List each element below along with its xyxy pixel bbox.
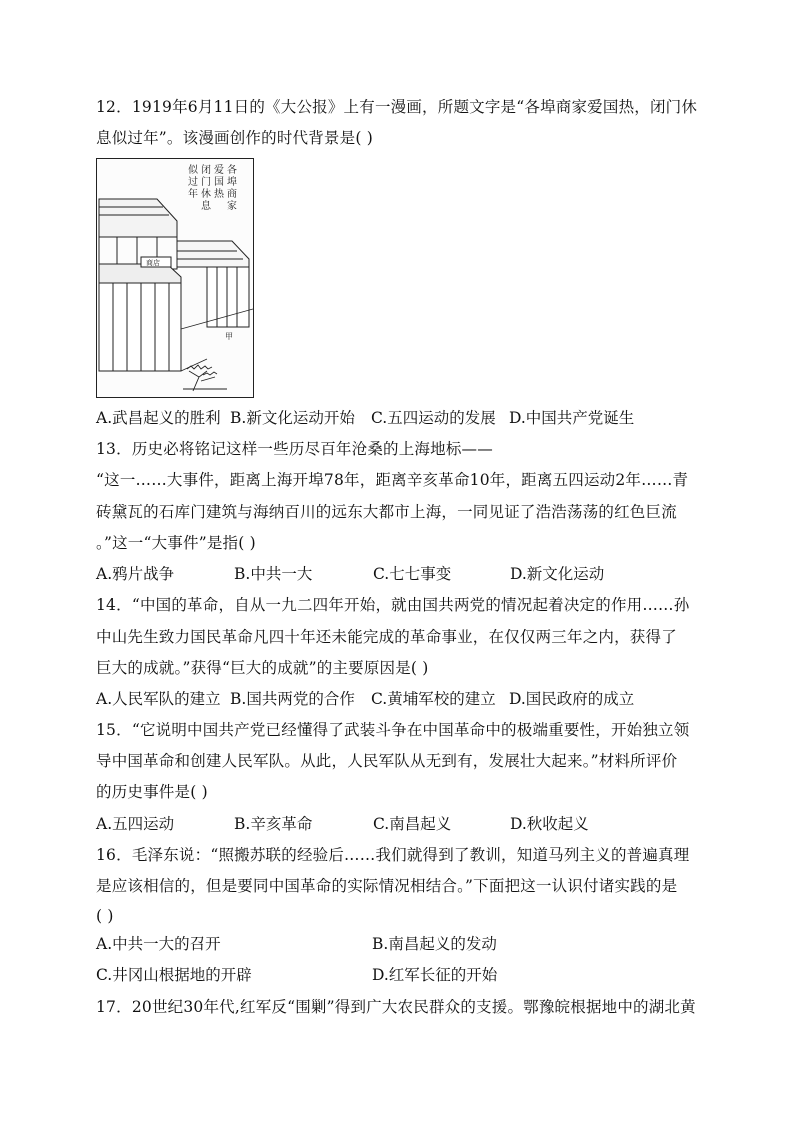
- caption-char: 爱: [214, 165, 224, 176]
- q16-stem-line-3: ( ): [96, 907, 114, 925]
- caption-char: 埠: [227, 177, 237, 188]
- q13-stem-line-2: “这一……大事件，距离上海开埠78年，距离辛亥革命10年，距离五四运动2年……青: [96, 471, 689, 489]
- q15-option-d[interactable]: D.秋收起义: [510, 815, 589, 833]
- q12-stem-line-2: 息似过年”。该漫画创作的时代背景是( ): [96, 129, 373, 147]
- q16-option-a[interactable]: A.中共一大的召开: [96, 935, 221, 953]
- q13-option-c[interactable]: C.七七事变: [373, 565, 452, 583]
- cartoon-caption: [188, 163, 237, 212]
- caption-char: 国: [214, 177, 224, 188]
- shop-sign: 商店: [146, 259, 160, 267]
- q15-stem-line-3: 的历史事件是( ): [96, 783, 208, 801]
- q16-option-b[interactable]: B.南昌起义的发动: [372, 935, 497, 953]
- caption-char: 热: [214, 189, 224, 200]
- caption-char: 闭: [201, 165, 211, 176]
- q15-stem-line-1: 15．“它说明中国共产党已经懂得了武装斗争在中国革命中的极端重要性，开始独立领: [96, 721, 690, 739]
- caption-col-1: 各: [227, 165, 237, 176]
- artist-mark: 甲: [225, 332, 233, 341]
- q13-option-d[interactable]: D.新文化运动: [510, 565, 605, 583]
- q15-stem-line-2: 导中国革命和创建人民军队。从此，人民军队从无到有，发展壮大起来。”材料所评价: [96, 752, 678, 770]
- q16-stem-line-1: 16．毛泽东说：“照搬苏联的经验后……我们就得到了教训，知道马列主义的普遍真理: [96, 846, 690, 864]
- caption-char: 年: [188, 189, 198, 200]
- q12-option-c[interactable]: C.五四运动的发展: [371, 409, 496, 427]
- q13-stem-line-1: 13．历史必将铭记这样一些历尽百年沧桑的上海地标——: [96, 440, 493, 458]
- caption-char: 似: [188, 165, 198, 176]
- cartoon-shopfront: [99, 257, 181, 371]
- q16-stem-line-2: 是应该相信的，但是要同中国革命的实际情况相结合。”下面把这一认识付诸实践的是: [96, 877, 678, 895]
- q12-option-b[interactable]: B.新文化运动开始: [230, 409, 355, 427]
- q14-stem-line-3: 巨大的成就。”获得“巨大的成就”的主要原因是( ): [96, 659, 429, 677]
- caption-char: 家: [227, 201, 237, 212]
- q14-option-d[interactable]: D.国民政府的成立: [509, 690, 635, 708]
- q14-option-c[interactable]: C.黄埔军校的建立: [371, 690, 496, 708]
- caption-char: 息: [201, 201, 211, 212]
- q16-option-d[interactable]: D.红军长征的开始: [372, 966, 498, 984]
- q13-option-a[interactable]: A.鸦片战争: [96, 565, 175, 583]
- cartoon-tree: [183, 365, 227, 391]
- q12-option-d[interactable]: D.中国共产党诞生: [509, 409, 635, 427]
- caption-char: 商: [227, 189, 237, 200]
- caption-char: 过: [188, 177, 198, 188]
- caption-char: 门: [201, 177, 211, 188]
- q13-stem-line-4: 。”这一“大事件”是指( ): [96, 534, 256, 552]
- q12-option-a[interactable]: A.武昌起义的胜利: [96, 409, 221, 427]
- q12-stem-line-1: 12．1919年6月11日的《大公报》上有一漫画，所题文字是“各埠商家爱国热，闭门休: [96, 98, 698, 116]
- q13-option-b[interactable]: B.中共一大: [234, 565, 313, 583]
- q15-option-b[interactable]: B.辛亥革命: [234, 815, 313, 833]
- q12-cartoon-image: [96, 158, 254, 398]
- cartoon-building-right: [177, 241, 249, 327]
- q13-stem-line-3: 砖黛瓦的石库门建筑与海纳百川的远东大都市上海，一同见证了浩浩荡荡的红色巨流: [96, 503, 677, 521]
- q15-option-a[interactable]: A.五四运动: [96, 815, 175, 833]
- q14-stem-line-2: 中山先生致力国民革命凡四十年还未能完成的革命事业，在仅仅两三年之内，获得了: [96, 628, 677, 646]
- q15-option-c[interactable]: C.南昌起义: [373, 815, 452, 833]
- q14-option-b[interactable]: B.国共两党的合作: [230, 690, 355, 708]
- q16-option-c[interactable]: C.井冈山根据地的开辟: [96, 966, 252, 984]
- q17-stem-line-1: 17．20世纪30年代,红军反“围剿”得到广大农民群众的支援。鄂豫皖根据地中的湖北黄: [96, 998, 696, 1016]
- caption-char: 休: [201, 189, 211, 200]
- q14-stem-line-1: 14．“中国的革命，自从一九二四年开始，就由国共两党的情况起着决定的作用……孙: [96, 596, 690, 614]
- q14-option-a[interactable]: A.人民军队的建立: [96, 690, 221, 708]
